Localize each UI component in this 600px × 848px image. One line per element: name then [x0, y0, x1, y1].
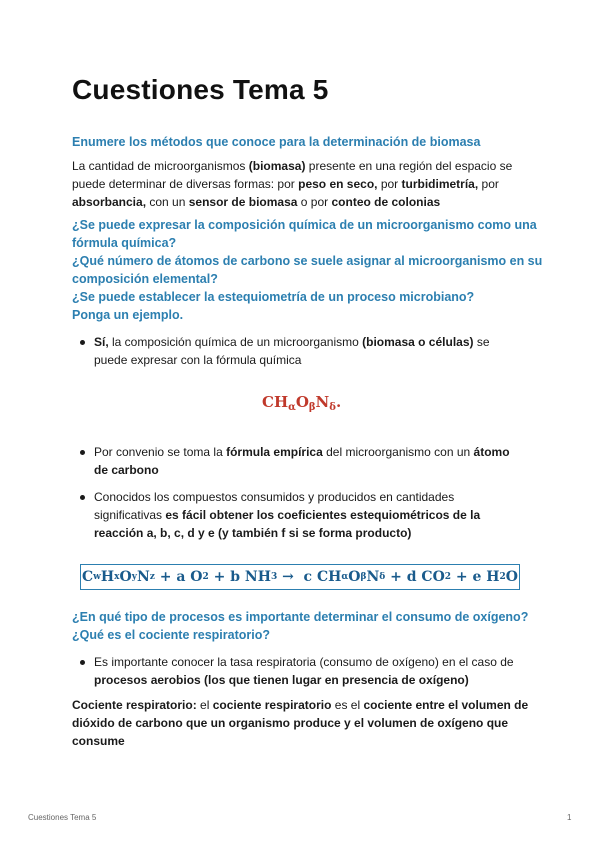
- paragraph-cociente-respiratorio: Cociente respiratorio: el cociente respiratorio es el cociente entre el volumen de dióxido de carbono que un organismo produce y el volumen de oxígeno que consume: [72, 698, 529, 748]
- paragraph-biomasa: La cantidad de microorganismos (biomasa) presente en una región del espacio se puede determinar de diversas formas: por peso en seco, por turbidimetría, por absorbancia, con un sensor de biomasa o por conteo de colonias: [72, 159, 513, 209]
- bullet-dot: [80, 495, 85, 500]
- page-title: Cuestiones Tema 5: [72, 74, 329, 105]
- bullet-dot: [80, 660, 85, 665]
- question-estequiometria-line2: Ponga un ejemplo.: [72, 308, 184, 322]
- question-composicion-line1: ¿Se puede expresar la composición química de un microorganismo como una: [72, 218, 537, 232]
- question-composicion-line2: fórmula química?: [72, 236, 177, 250]
- bullet-dot: [80, 340, 85, 345]
- bullet-dot: [80, 450, 85, 455]
- page-number: 1: [567, 813, 572, 822]
- formula-biomasa: $CH_\alpha O_\beta N_\delta$.: [262, 393, 342, 413]
- question-carbono-line2: composición elemental?: [72, 272, 218, 286]
- footer-title: Cuestiones Tema 5: [28, 813, 97, 822]
- bullet-composicion: Sí, la composición química de un microorganismo (biomasa o células) se puede expresar con la fórmula química: [80, 333, 520, 369]
- question-oxigeno-line2: ¿Qué es el cociente respiratorio?: [72, 628, 270, 642]
- question-oxigeno-line1: ¿En qué tipo de procesos es importante determinar el consumo de oxígeno?: [72, 610, 529, 624]
- formula-reaccion: C w H x O y N z + a O 2 + b NH 3 → c CH α O β N δ + d CO 2 + e H 2 O: [80, 564, 520, 590]
- bullet-tasa-respiratoria: Es importante conocer la tasa respiratoria (consumo de oxígeno) en el caso de procesos aerobios (los que tienen lugar en presencia de oxígeno): [80, 653, 520, 689]
- question-estequiometria-line1: ¿Se puede establecer la estequiometría de un proceso microbiano?: [72, 290, 475, 304]
- bullet-convenio: Por convenio se toma la fórmula empírica del microorganismo con un átomo de carbono: [80, 443, 520, 479]
- question-biomasa: Enumere los métodos que conoce para la determinación de biomasa: [72, 135, 481, 149]
- question-carbono-line1: ¿Qué número de átomos de carbono se suele asignar al microorganismo en su: [72, 254, 543, 268]
- bullet-coeficientes: Conocidos los compuestos consumidos y producidos en cantidades significativas es fácil obtener los coeficientes estequiométricos de la reacción a, b, c, d y e (y también f si se forma producto): [80, 488, 520, 542]
